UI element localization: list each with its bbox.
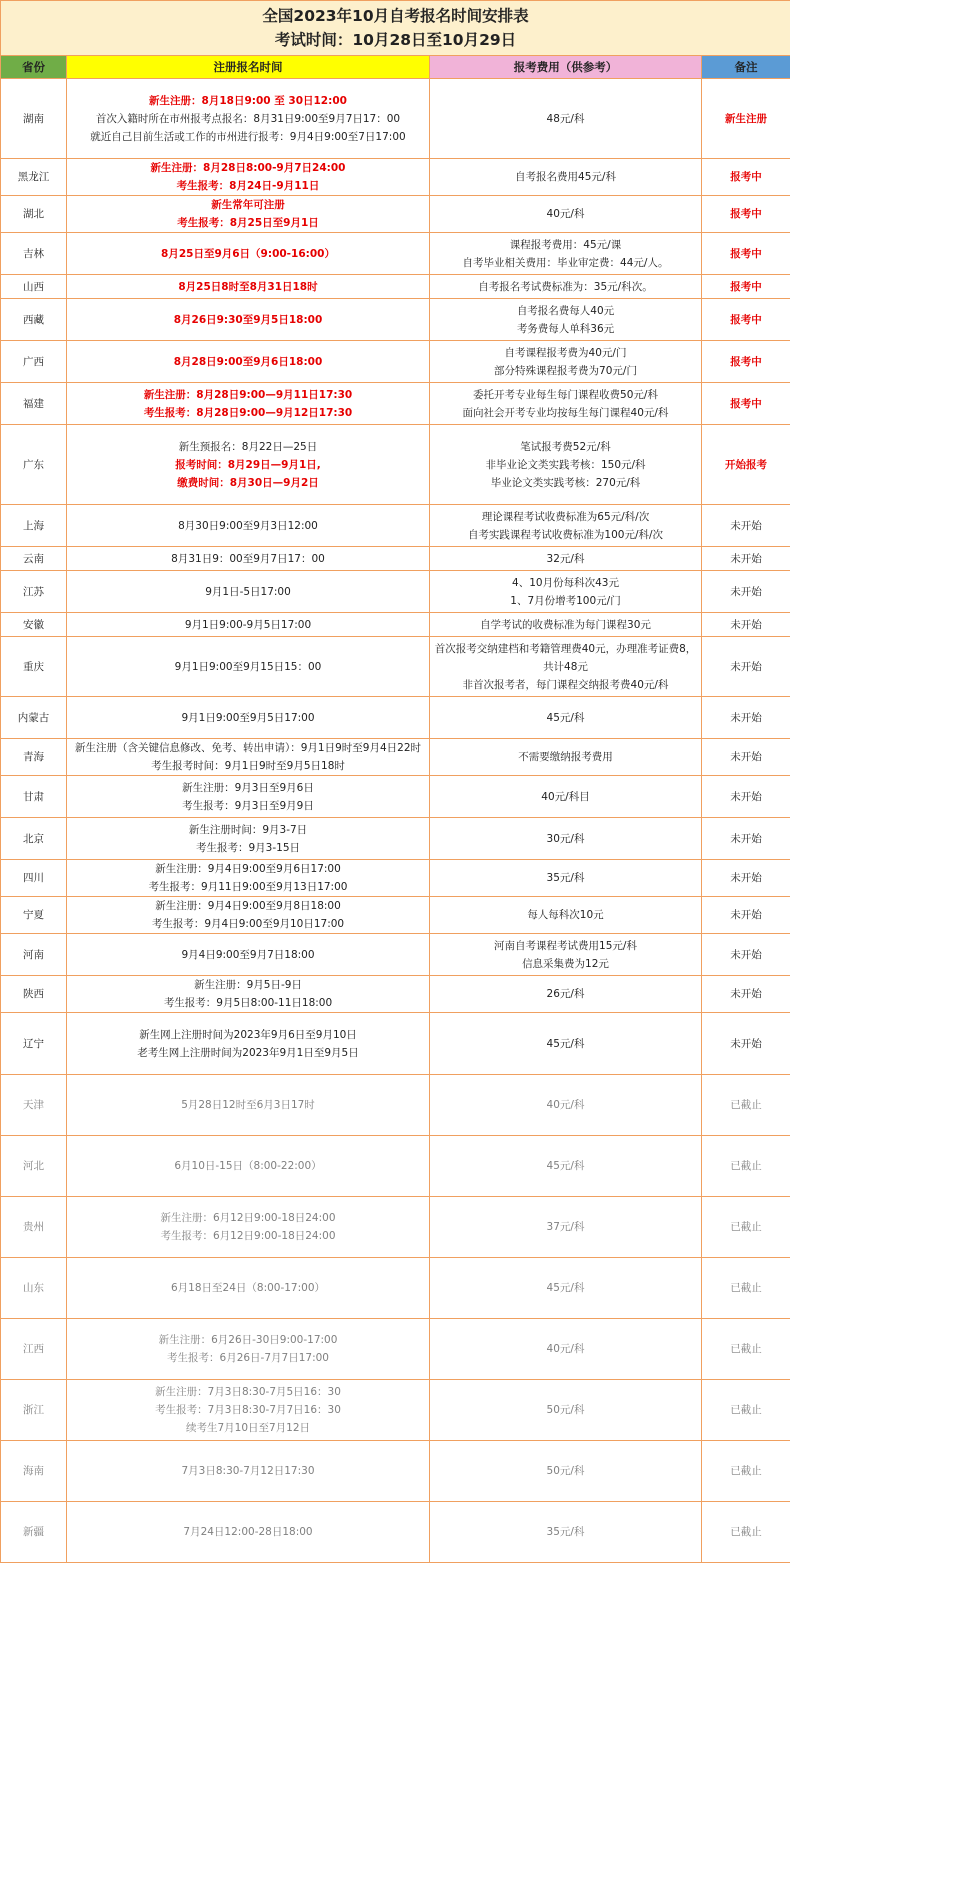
fee-line: 26元/科 — [546, 988, 585, 1000]
registration-time-line: 考生报考：8月24日-9月11日 — [176, 180, 320, 192]
fee-line: 自考实践课程考试收费标准为100元/科/次 — [467, 528, 664, 541]
header-registration-time: 注册报名时间 — [67, 56, 430, 79]
table-row — [1, 1441, 791, 1502]
registration-time-line: 新生注册时间：9月3-7日 — [188, 823, 308, 836]
registration-time-cell — [67, 383, 430, 425]
status-badge: 报考中 — [702, 299, 791, 341]
registration-time-line: 考生报考：9月11日9:00至9月13日17:00 — [148, 881, 348, 893]
table-row — [1, 739, 791, 776]
fee-cell — [430, 505, 702, 547]
table-row — [1, 697, 791, 739]
province-cell: 贵州 — [1, 1197, 67, 1258]
registration-time-line: 新生注册：8月28日9:00—9月11日17:30 — [143, 388, 353, 401]
status-badge: 未开始 — [702, 547, 791, 571]
fee-cell — [430, 79, 702, 159]
province-cell: 江苏 — [1, 571, 67, 613]
registration-time-line: 老考生网上注册时间为2023年9月1日至9月5日 — [137, 1046, 359, 1059]
registration-time-line: 新生网上注册时间为2023年9月6日至9月10日 — [139, 1028, 357, 1041]
registration-time-line: 9月1日-5日17:00 — [205, 585, 291, 598]
status-badge: 已截止 — [702, 1258, 791, 1319]
fee-line: 不需要缴纳报考费用 — [518, 751, 613, 763]
status-badge: 开始报考 — [702, 425, 791, 505]
registration-time-cell — [67, 79, 430, 159]
fee-cell — [430, 341, 702, 383]
province-cell: 青海 — [1, 739, 67, 776]
fee-cell — [430, 383, 702, 425]
province-cell: 江西 — [1, 1319, 67, 1380]
registration-time-line: 考生报考：8月28日9:00—9月12日17:30 — [143, 406, 353, 419]
table-row — [1, 934, 791, 976]
registration-time-line: 8月31日9：00至9月7日17：00 — [171, 552, 325, 565]
province-cell: 安徽 — [1, 613, 67, 637]
registration-time-line: 新生注册：9月3日至9月6日 — [182, 781, 314, 794]
registration-time-line: 新生注册：9月5日-9日 — [194, 979, 302, 991]
status-badge: 未开始 — [702, 505, 791, 547]
province-cell: 陕西 — [1, 976, 67, 1013]
status-badge: 已截止 — [702, 1136, 791, 1197]
table-row — [1, 860, 791, 897]
fee-line: 40元/科目 — [541, 790, 590, 803]
fee-line: 非毕业论文类实践考核：150元/科 — [485, 458, 646, 471]
fee-line: 30元/科 — [546, 832, 585, 845]
table-row — [1, 1319, 791, 1380]
fee-line: 每人每科次10元 — [527, 909, 604, 921]
table-row — [1, 233, 791, 275]
fee-cell — [430, 233, 702, 275]
fee-cell — [430, 159, 702, 196]
registration-time-cell — [67, 739, 430, 776]
fee-line: 50元/科 — [546, 1404, 585, 1416]
province-cell: 天津 — [1, 1075, 67, 1136]
header-fee: 报考费用（供参考） — [430, 56, 702, 79]
status-badge: 未开始 — [702, 860, 791, 897]
status-badge: 未开始 — [702, 776, 791, 818]
exam-time-subtitle: 考试时间：10月28日至10月29日 — [274, 31, 517, 49]
table-row — [1, 196, 791, 233]
title-row — [1, 1, 791, 56]
registration-time-line: 缴费时间：8月30日—9月2日 — [177, 476, 319, 489]
registration-time-cell — [67, 159, 430, 196]
registration-time-cell — [67, 196, 430, 233]
status-badge: 未开始 — [702, 697, 791, 739]
fee-line: 河南自考课程考试费用15元/科 — [494, 939, 637, 952]
fee-line: 自考报名费每人40元 — [516, 304, 615, 317]
table-row — [1, 383, 791, 425]
registration-time-line: 续考生7月10日至7月12日 — [185, 1422, 311, 1434]
table-row — [1, 1197, 791, 1258]
province-cell: 云南 — [1, 547, 67, 571]
table-row — [1, 637, 791, 697]
table-row — [1, 976, 791, 1013]
status-badge: 已截止 — [702, 1075, 791, 1136]
fee-line: 4、10月份每科次43元 — [512, 576, 619, 589]
fee-line: 40元/科 — [546, 1343, 585, 1355]
province-cell: 广东 — [1, 425, 67, 505]
table-row — [1, 79, 791, 159]
registration-time-line: 新生常年可注册 — [211, 199, 285, 211]
fee-cell — [430, 547, 702, 571]
province-cell: 海南 — [1, 1441, 67, 1502]
fee-line: 部分特殊课程报考费为70元/门 — [494, 364, 637, 377]
fee-cell — [430, 1319, 702, 1380]
status-badge: 报考中 — [702, 341, 791, 383]
fee-cell — [430, 1075, 702, 1136]
province-cell: 湖北 — [1, 196, 67, 233]
province-cell: 河北 — [1, 1136, 67, 1197]
fee-cell — [430, 934, 702, 976]
table-row — [1, 1013, 791, 1075]
registration-time-line: 新生注册：8月18日9:00 至 30日12:00 — [149, 94, 347, 107]
fee-cell — [430, 697, 702, 739]
status-badge: 报考中 — [702, 275, 791, 299]
registration-time-line: 9月1日9:00至9月5日17:00 — [181, 711, 315, 724]
registration-time-cell — [67, 1013, 430, 1075]
status-badge: 未开始 — [702, 613, 791, 637]
province-cell: 甘肃 — [1, 776, 67, 818]
status-badge: 新生注册 — [702, 79, 791, 159]
registration-time-cell — [67, 697, 430, 739]
status-badge: 未开始 — [702, 934, 791, 976]
registration-time-line: 新生注册：8月28日8:00-9月7日24:00 — [150, 162, 346, 174]
status-badge: 已截止 — [702, 1502, 791, 1563]
fee-line: 48元/科 — [546, 112, 585, 125]
status-badge: 报考中 — [702, 383, 791, 425]
registration-time-line: 考生报考：9月3日至9月9日 — [182, 799, 314, 812]
table-row — [1, 571, 791, 613]
table-row — [1, 1075, 791, 1136]
registration-time-line: 考生报考：6月12日9:00-18日24:00 — [160, 1230, 336, 1242]
fee-cell — [430, 739, 702, 776]
province-cell: 西藏 — [1, 299, 67, 341]
registration-time-line: 新生注册：7月3日8:30-7月5日16：30 — [155, 1386, 341, 1398]
province-cell: 湖南 — [1, 79, 67, 159]
province-cell: 吉林 — [1, 233, 67, 275]
registration-time-cell — [67, 425, 430, 505]
fee-line: 自学考试的收费标准为每门课程30元 — [480, 618, 651, 631]
status-badge: 未开始 — [702, 818, 791, 860]
fee-line: 信息采集费为12元 — [522, 957, 609, 970]
table-row — [1, 613, 791, 637]
fee-line: 40元/科 — [546, 208, 585, 220]
registration-time-line: 考生报考：7月3日8:30-7月7日16：30 — [155, 1404, 341, 1416]
registration-time-cell — [67, 976, 430, 1013]
table-row — [1, 505, 791, 547]
table-row — [1, 776, 791, 818]
registration-time-line: 考生报考：9月4日9:00至9月10日17:00 — [151, 918, 345, 930]
registration-time-line: 8月25日8时至8月31日18时 — [178, 280, 318, 293]
table-row — [1, 1258, 791, 1319]
fee-line: 40元/科 — [546, 1099, 585, 1111]
table-row — [1, 341, 791, 383]
registration-time-line: 报考时间：8月29日—9月1日, — [175, 458, 321, 471]
status-badge: 未开始 — [702, 637, 791, 697]
fee-line: 理论课程考试收费标准为65元/科/次 — [481, 510, 650, 523]
status-badge: 未开始 — [702, 739, 791, 776]
registration-time-line: 8月26日9:30至9月5日18:00 — [173, 313, 323, 326]
registration-time-line: 7月24日12:00-28日18:00 — [183, 1526, 313, 1538]
registration-time-line: 首次入籍时所在市州报考点报名：8月31日9:00至9月7日17：00 — [95, 112, 401, 125]
registration-time-cell — [67, 818, 430, 860]
fee-line: 首次报考交纳建档和考籍管理费40元，办理准考证费8， — [434, 642, 697, 655]
fee-line: 32元/科 — [546, 552, 585, 565]
fee-line: 45元/科 — [546, 1282, 585, 1294]
fee-cell — [430, 776, 702, 818]
status-badge: 未开始 — [702, 1013, 791, 1075]
fee-cell — [430, 1380, 702, 1441]
fee-line: 1、7月份增考100元/门 — [510, 594, 621, 607]
province-cell: 四川 — [1, 860, 67, 897]
registration-time-cell — [67, 860, 430, 897]
registration-time-line: 考生报考：8月25日至9月1日 — [177, 217, 319, 229]
registration-time-cell — [67, 1380, 430, 1441]
registration-time-cell — [67, 275, 430, 299]
registration-time-line: 8月30日9:00至9月3日12:00 — [178, 519, 318, 532]
registration-time-cell — [67, 637, 430, 697]
registration-time-line: 就近自己目前生活或工作的市州进行报考：9月4日9:00至7日17:00 — [90, 130, 406, 143]
fee-cell — [430, 897, 702, 934]
province-cell: 黑龙江 — [1, 159, 67, 196]
fee-line: 自考报名费用45元/科 — [515, 171, 616, 183]
status-badge: 未开始 — [702, 976, 791, 1013]
status-badge: 报考中 — [702, 233, 791, 275]
province-cell: 北京 — [1, 818, 67, 860]
province-cell: 宁夏 — [1, 897, 67, 934]
fee-line: 考务费每人单科36元 — [516, 322, 615, 335]
registration-time-line: 6月18日至24日（8:00-17:00） — [170, 1282, 326, 1294]
fee-cell — [430, 1502, 702, 1563]
fee-line: 面向社会开考专业均按每生每门课程40元/科 — [462, 406, 669, 419]
fee-cell — [430, 1136, 702, 1197]
fee-line: 非首次报考者，每门课程交纳报考费40元/科 — [462, 678, 669, 691]
table-row — [1, 1502, 791, 1563]
header-province: 省份 — [1, 56, 67, 79]
registration-time-cell — [67, 233, 430, 275]
registration-time-cell — [67, 1319, 430, 1380]
registration-time-cell — [67, 613, 430, 637]
fee-line: 35元/科 — [546, 1526, 585, 1538]
fee-cell — [430, 425, 702, 505]
fee-cell — [430, 860, 702, 897]
header-row — [1, 56, 791, 79]
fee-line: 委托开考专业每生每门课程收费50元/科 — [473, 388, 658, 401]
table-title: 全国2023年10月自考报名时间安排表 — [262, 7, 529, 25]
table-row — [1, 818, 791, 860]
registration-time-line: 7月3日8:30-7月12日17:30 — [181, 1465, 315, 1477]
province-cell: 山西 — [1, 275, 67, 299]
registration-time-line: 考生报考：6月26日-7月7日17:00 — [167, 1352, 329, 1364]
registration-time-line: 考生报考：9月5日8:00-11日18:00 — [163, 997, 333, 1009]
fee-line: 自考报名考试费标准为：35元/科次。 — [478, 280, 653, 293]
table-row — [1, 159, 791, 196]
registration-time-line: 8月25日至9月6日（9:00-16:00） — [161, 247, 335, 260]
fee-line: 50元/科 — [546, 1465, 585, 1477]
province-cell: 广西 — [1, 341, 67, 383]
fee-cell — [430, 275, 702, 299]
province-cell: 山东 — [1, 1258, 67, 1319]
fee-line: 35元/科 — [546, 872, 585, 884]
registration-time-line: 新生注册：6月12日9:00-18日24:00 — [160, 1212, 336, 1224]
registration-time-line: 9月4日9:00至9月7日18:00 — [181, 948, 315, 961]
status-badge: 已截止 — [702, 1441, 791, 1502]
registration-time-cell — [67, 1197, 430, 1258]
registration-time-cell — [67, 299, 430, 341]
fee-line: 自考课程报考费为40元/门 — [504, 346, 627, 359]
fee-cell — [430, 571, 702, 613]
status-badge: 未开始 — [702, 897, 791, 934]
fee-cell — [430, 1258, 702, 1319]
province-cell: 新疆 — [1, 1502, 67, 1563]
fee-cell — [430, 1013, 702, 1075]
status-badge: 未开始 — [702, 571, 791, 613]
registration-time-line: 5月28日12时至6月3日17时 — [181, 1099, 315, 1111]
registration-time-line: 新生注册（含关键信息修改、免考、转出申请）：9月1日9时至9月4日22时 — [74, 742, 421, 754]
registration-time-cell — [67, 897, 430, 934]
registration-time-cell — [67, 341, 430, 383]
fee-cell — [430, 196, 702, 233]
registration-time-cell — [67, 1258, 430, 1319]
fee-line: 毕业论文类实践考核：270元/科 — [490, 476, 641, 489]
fee-line: 45元/科 — [546, 1037, 585, 1050]
status-badge: 已截止 — [702, 1197, 791, 1258]
fee-cell — [430, 976, 702, 1013]
registration-time-cell — [67, 1136, 430, 1197]
registration-time-line: 考生报考：9月3-15日 — [195, 841, 300, 854]
registration-time-cell — [67, 776, 430, 818]
status-badge: 报考中 — [702, 196, 791, 233]
province-cell: 内蒙古 — [1, 697, 67, 739]
fee-line: 课程报考费用：45元/课 — [509, 238, 622, 251]
registration-time-line: 新生注册：9月4日9:00至9月8日18:00 — [155, 900, 341, 912]
registration-time-cell — [67, 1075, 430, 1136]
fee-cell — [430, 299, 702, 341]
table-row — [1, 897, 791, 934]
registration-time-cell — [67, 1441, 430, 1502]
province-cell: 辽宁 — [1, 1013, 67, 1075]
fee-cell — [430, 1197, 702, 1258]
province-cell: 福建 — [1, 383, 67, 425]
registration-time-line: 9月1日9:00至9月15日15：00 — [174, 660, 322, 673]
registration-time-cell — [67, 571, 430, 613]
fee-cell — [430, 637, 702, 697]
table-row — [1, 547, 791, 571]
registration-time-cell — [67, 1502, 430, 1563]
province-cell: 浙江 — [1, 1380, 67, 1441]
status-badge: 已截止 — [702, 1319, 791, 1380]
fee-cell — [430, 1441, 702, 1502]
table-row — [1, 299, 791, 341]
fee-line: 自考毕业相关费用：毕业审定费：44元/人。 — [462, 256, 669, 269]
province-cell: 重庆 — [1, 637, 67, 697]
registration-time-line: 新生注册：6月26日-30日9:00-17:00 — [158, 1334, 338, 1346]
province-cell: 河南 — [1, 934, 67, 976]
fee-cell — [430, 613, 702, 637]
fee-line: 45元/科 — [546, 1160, 585, 1172]
fee-line: 共计48元 — [543, 660, 588, 673]
header-note: 备注 — [702, 56, 791, 79]
registration-time-line: 9月1日9:00-9月5日17:00 — [184, 618, 312, 631]
status-badge: 报考中 — [702, 159, 791, 196]
registration-time-cell — [67, 934, 430, 976]
registration-time-line: 新生注册：9月4日9:00至9月6日17:00 — [155, 863, 341, 875]
table-row — [1, 1136, 791, 1197]
status-badge: 已截止 — [702, 1380, 791, 1441]
fee-line: 37元/科 — [546, 1221, 585, 1233]
table-row — [1, 425, 791, 505]
registration-time-cell — [67, 547, 430, 571]
fee-line: 笔试报考费52元/科 — [520, 440, 611, 453]
table-row — [1, 1380, 791, 1441]
registration-time-line: 8月28日9:00至9月6日18:00 — [173, 355, 323, 368]
registration-time-line: 考生报考时间：9月1日9时至9月5日18时 — [151, 760, 345, 772]
registration-time-cell — [67, 505, 430, 547]
table-row — [1, 275, 791, 299]
registration-time-line: 6月10日-15日（8:00-22:00） — [174, 1160, 322, 1172]
fee-line: 45元/科 — [546, 711, 585, 724]
province-cell: 上海 — [1, 505, 67, 547]
registration-time-line: 新生预报名：8月22日—25日 — [178, 440, 318, 453]
fee-cell — [430, 818, 702, 860]
